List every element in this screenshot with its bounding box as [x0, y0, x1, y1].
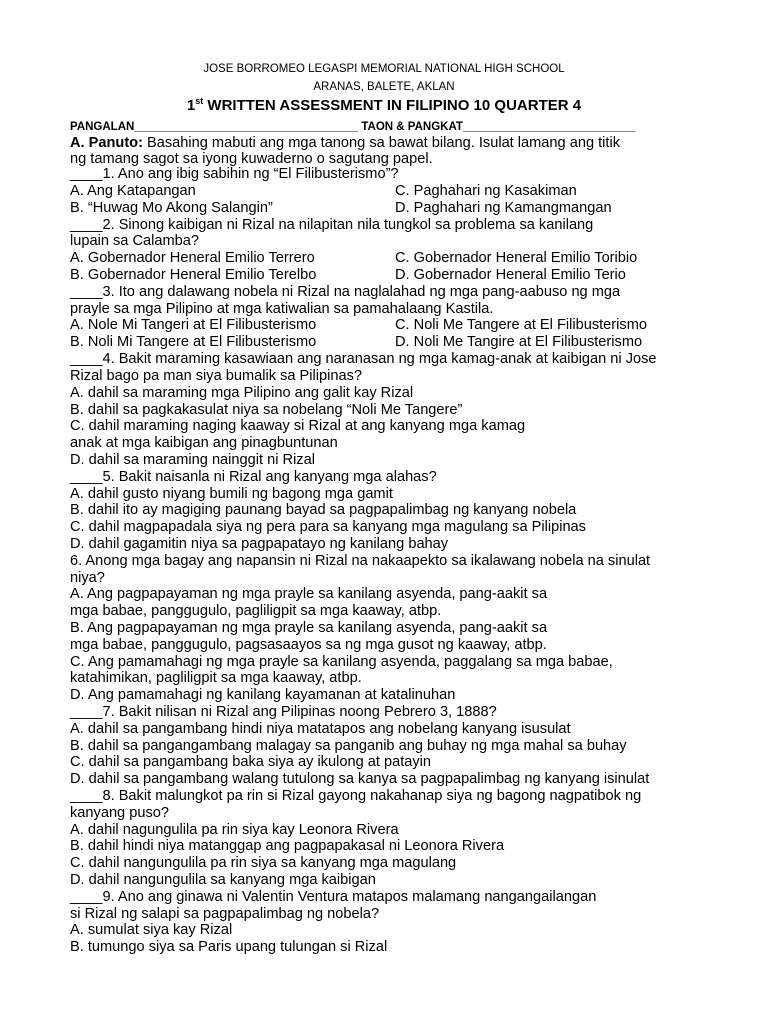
question-3-choice-a: A. Nole Mi Tangeri at El Filibusterismo: [70, 317, 317, 333]
school-address: ARANAS, BALETE, AKLAN: [313, 81, 455, 93]
question-4-choice-d: D. dahil sa maraming nainggit ni Rizal: [70, 452, 315, 468]
question-8-stem-line-1: ____8. Bakit malungkot pa rin si Rizal gayong nakahanap siya ng bagong nagpatibok ng: [70, 788, 642, 804]
question-9-stem-line-2: si Rizal ng salapi sa pagpapalimbag ng nobela?: [70, 906, 380, 922]
question-4-choice-c-line-1: C. dahil maraming naging kaaway si Rizal at ang kanyang mga kamag: [70, 418, 526, 434]
question-6-choice-d: D. Ang pamamahagi ng kanilang kayamanan at katalinuhan: [70, 687, 456, 703]
question-5-choice-a: A. dahil gusto niyang bumili ng bagong mga gamit: [70, 486, 393, 502]
question-8-choice-b: B. dahil hindi niya matanggap ang pagpapakasal ni Leonora Rivera: [70, 838, 505, 854]
question-6-choice-b-line-1: B. Ang pagpapayaman ng mga prayle sa kanilang asyenda, pang-aakit sa: [70, 620, 548, 636]
school-name: JOSE BORROMEO LEGASPI MEMORIAL NATIONAL HIGH SCHOOL: [203, 63, 565, 75]
question-9-stem-line-1: ____9. Ano ang ginawa ni Valentin Ventura matapos malamang nangangailangan: [70, 889, 597, 905]
question-8-choice-a: A. dahil nagungulila pa rin siya kay Leonora Rivera: [70, 822, 399, 838]
question-4-choice-a: A. dahil sa maraming mga Pilipino ang galit kay Rizal: [70, 385, 414, 401]
question-8-choice-d: D. dahil nangungulila sa kanyang mga kaibigan: [70, 872, 376, 888]
instructions-line-2: ng tamang sagot sa iyong kuwaderno o sagutang papel.: [70, 151, 433, 167]
question-5-stem: ____5. Bakit naisanla ni Rizal ang kanyang mga alahas?: [70, 469, 437, 485]
question-7-choice-b: B. dahil sa pangangambang malagay sa panganib ang buhay ng mga mahal sa buhay: [70, 738, 627, 754]
title-text: WRITTEN ASSESSMENT IN FILIPINO 10 QUARTER 4: [203, 97, 582, 114]
question-3-choice-b: B. Noli Mi Tangere at El Filibusterismo: [70, 334, 317, 350]
name-section-line: PANGALAN___________________________________ TAON & PANGKAT___________________________: [70, 121, 636, 133]
question-7-choice-d: D. dahil sa pangambang walang tutulong sa kanya sa pagpapalimbag ng kanyang isinulat: [70, 771, 650, 787]
question-5-choice-b: B. dahil ito ay magiging paunang bayad sa pagpapalimbag ng kanyang nobela: [70, 502, 577, 518]
question-1-choice-c: C. Paghahari ng Kasakiman: [395, 183, 577, 199]
question-8-choice-c: C. dahil nangungulila pa rin siya sa kanyang mga magulang: [70, 855, 457, 871]
question-4-choice-c-line-2: anak at mga kaibigan ang pinagbuntunan: [70, 435, 338, 451]
question-2-choice-b: B. Gobernador Heneral Emilio Terelbo: [70, 267, 317, 283]
question-6-choice-a-line-2: mga babae, panggugulo, pagliligpit sa mga kaaway, atbp.: [70, 603, 442, 619]
title-number: 1: [186, 97, 196, 114]
question-3-stem-line-2: prayle sa mga Pilipino at mga katiwalian sa pamahalaang Kastila.: [70, 301, 494, 317]
question-6-choice-c-line-1: C. Ang pamamahagi ng mga prayle sa kanilang asyenda, paggalang sa mga babae,: [70, 654, 613, 670]
question-6-choice-b-line-2: mga babae, panggugulo, pagsasaayos sa ng mga gusot ng kaaway, atbp.: [70, 637, 547, 653]
question-4-stem-line-2: Rizal bago pa man siya bumalik sa Pilipinas?: [70, 368, 363, 384]
question-2-stem-line-1: ____2. Sinong kaibigan ni Rizal na nilapitan nila tungkol sa problema sa kanilang: [70, 217, 594, 233]
exam-title: [0, 96, 768, 114]
question-3-choice-d: D. Noli Me Tangire at El Filibusterismo: [395, 334, 643, 350]
question-7-choice-a: A. dahil sa pangambang hindi niya matatapos ang nobelang kanyang isusulat: [70, 721, 571, 737]
question-2-choice-c: C. Gobernador Heneral Emilio Toribio: [395, 250, 638, 266]
question-7-stem: ____7. Bakit nilisan ni Rizal ang Pilipinas noong Pebrero 3, 1888?: [70, 704, 497, 720]
question-4-stem-line-1: ____4. Bakit maraming kasawiaan ang naranasan ng mga kamag-anak at kaibigan ni Jose: [70, 351, 657, 367]
question-1-choice-b: B. “Huwag Mo Akong Salangin”: [70, 200, 273, 216]
question-1-choice-a: A. Ang Katapangan: [70, 183, 196, 199]
question-7-choice-c: C. dahil sa pangambang baka siya ay ikulong at patayin: [70, 754, 432, 770]
question-1-stem: ____1. Ano ang ibig sabihin ng “El Filibusterismo”?: [70, 166, 399, 182]
question-6-stem-line-1: 6. Anong mga bagay ang napansin ni Rizal na nakaapekto sa ikalawang nobela na sinulat: [70, 553, 651, 569]
question-5-choice-d: D. dahil gagamitin niya sa pagpapatayo ng kanilang bahay: [70, 536, 449, 552]
question-9-choice-b: B. tumungo siya sa Paris upang tulungan si Rizal: [70, 939, 388, 955]
question-8-stem-line-2: kanyang puso?: [70, 805, 169, 821]
question-6-choice-a-line-1: A. Ang pagpapayaman ng mga prayle sa kanilang asyenda, pang-aakit sa: [70, 586, 548, 602]
question-2-stem-line-2: lupain sa Calamba?: [70, 233, 199, 249]
question-3-choice-c: C. Noli Me Tangere at El Filibusterismo: [395, 317, 647, 333]
instructions-line-1: [70, 135, 620, 151]
question-9-choice-a: A. sumulat siya kay Rizal: [70, 922, 233, 938]
question-2-choice-a: A. Gobernador Heneral Emilio Terrero: [70, 250, 315, 266]
question-5-choice-c: C. dahil magpapadala siya ng pera para sa kanyang mga magulang sa Pilipinas: [70, 519, 586, 535]
instructions-label: A. Panuto:: [70, 135, 143, 151]
question-6-choice-c-line-2: katahimikan, pagliligpit sa mga kaaway, atbp.: [70, 670, 362, 686]
instructions-text: Basahing mabuti ang mga tanong sa bawat bilang. Isulat lamang ang titik: [142, 135, 621, 151]
question-3-stem-line-1: ____3. Ito ang dalawang nobela ni Rizal na naglalahad ng mga pang-aabuso ng mga: [70, 284, 621, 300]
question-4-choice-b: B. dahil sa pagkakasulat niya sa nobelang “Noli Me Tangere”: [70, 402, 463, 418]
question-6-stem-line-2: niya?: [70, 570, 105, 586]
title-superscript: st: [195, 96, 204, 106]
question-1-choice-d: D. Paghahari ng Kamangmangan: [395, 200, 612, 216]
question-2-choice-d: D. Gobernador Heneral Emilio Terio: [395, 267, 626, 283]
